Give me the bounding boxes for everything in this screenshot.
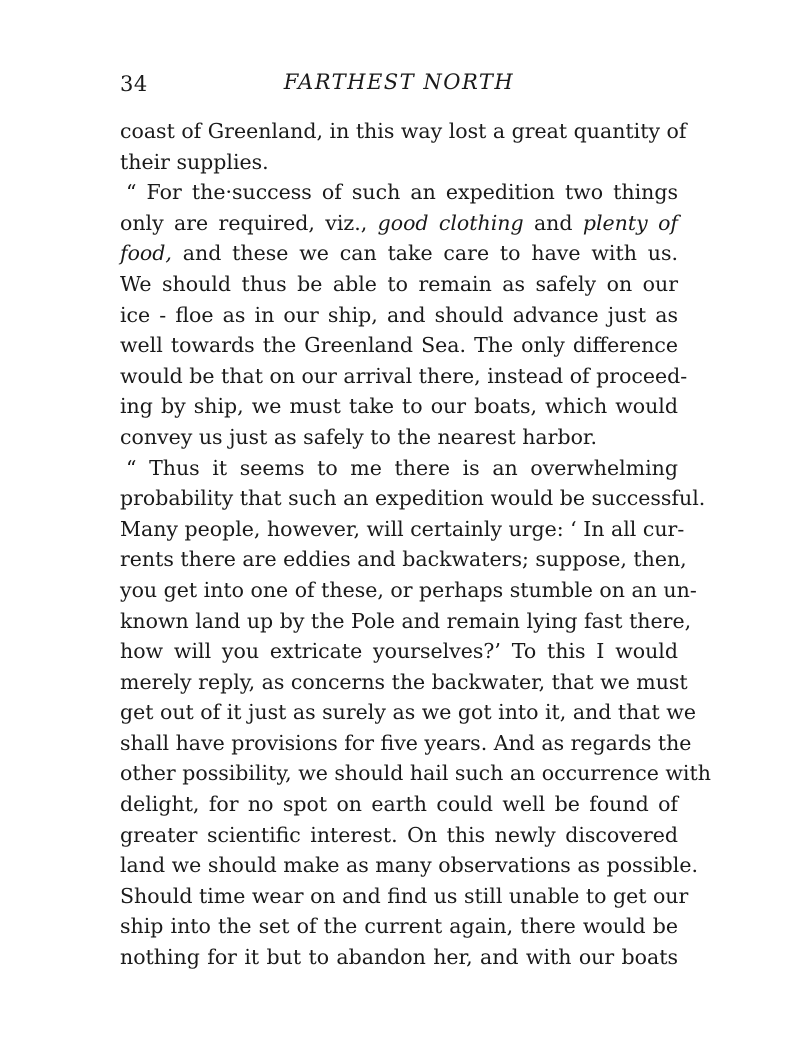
- text-line: delight, for no spot on earth could well be found of: [120, 792, 678, 817]
- text-run: only are required, viz.,: [120, 210, 378, 235]
- text-run: and: [523, 210, 583, 235]
- text-line: rents there are eddies and backwaters; suppose, then,: [120, 547, 687, 572]
- text-line: land we should make as many observations as possible.: [120, 853, 698, 878]
- text-line: “ For the·success of such an expedition two things: [126, 180, 678, 205]
- running-head: [120, 66, 678, 96]
- text-line: shall have provisions for five years. And as regards the: [120, 730, 692, 755]
- text-run: and these we can take care to have with us.: [171, 241, 678, 266]
- text-line: greater scientific interest. On this newly discovered: [120, 822, 678, 847]
- text-line: “ Thus it seems to me there is an overwhelming: [126, 455, 678, 480]
- text-line: get out of it just as surely as we got into it, and that we: [120, 700, 696, 725]
- text-line: ing by ship, we must take to our boats, which would: [120, 394, 678, 419]
- text-line-with-italics: [120, 238, 678, 269]
- text-line: convey us just as safely to the nearest harbor.: [120, 424, 597, 449]
- text-line: Should time wear on and find us still unable to get our: [120, 883, 689, 908]
- running-title: FARTHEST NORTH: [283, 70, 515, 94]
- italic-run: plenty of: [582, 210, 678, 235]
- italic-run: food,: [120, 241, 172, 266]
- text-line: ice - floe as in our ship, and should advance just as: [120, 302, 678, 327]
- text-line: merely reply, as concerns the backwater, that we must: [120, 669, 688, 694]
- body-text: [120, 116, 711, 973]
- text-line: We should thus be able to remain as safely on our: [120, 271, 678, 296]
- text-line-with-italics: [120, 208, 678, 239]
- text-line: you get into one of these, or perhaps stumble on an un-: [120, 577, 697, 602]
- text-line: their supplies.: [120, 149, 269, 174]
- text-line: coast of Greenland, in this way lost a great quantity of: [120, 119, 687, 143]
- text-line: nothing for it but to abandon her, and with our boats: [120, 945, 678, 970]
- text-line: how will you extricate yourselves?’ To this I would: [120, 639, 678, 664]
- text-line: well towards the Greenland Sea. The only difference: [120, 333, 678, 358]
- text-line: ship into the set of the current again, there would be: [120, 914, 678, 939]
- text-line: probability that such an expedition would be successful.: [120, 486, 706, 511]
- text-line: would be that on our arrival there, instead of proceed-: [120, 363, 688, 388]
- text-line: known land up by the Pole and remain lying fast there,: [120, 608, 692, 633]
- page-number: 34: [120, 72, 148, 96]
- text-line: Many people, however, will certainly urge: ‘ In all cur-: [120, 516, 685, 541]
- italic-run: good clothing: [377, 210, 524, 235]
- text-line: other possibility, we should hail such an occurrence with: [120, 761, 711, 786]
